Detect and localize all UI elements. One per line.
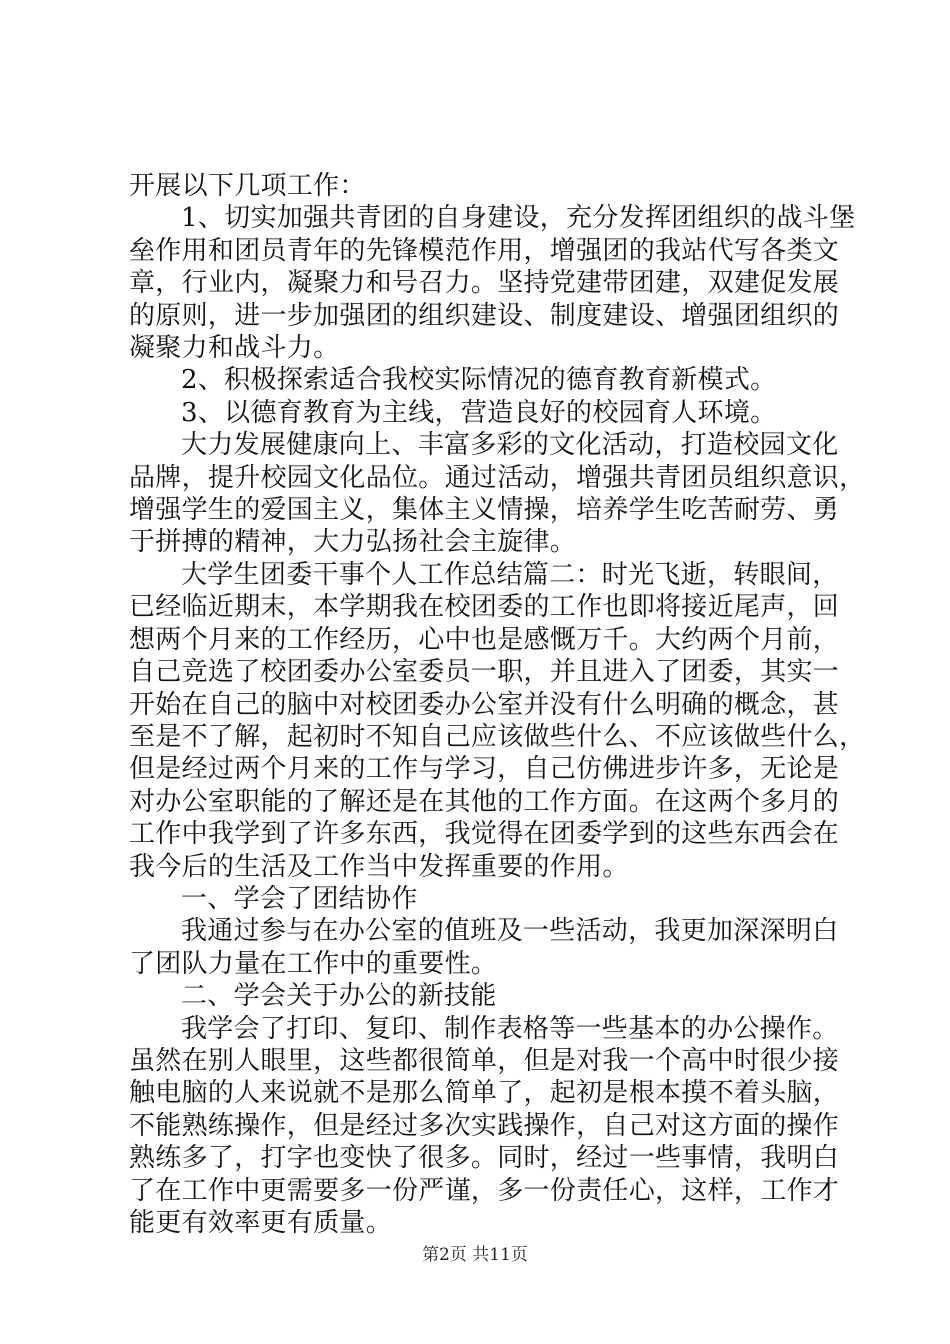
text-line: 至是不了解，起初时不知自己应该做些什么、不应该做些什么， xyxy=(129,721,866,752)
text-line: 一、学会了团结协作 xyxy=(181,883,418,914)
text-line: 开展以下几项工作： xyxy=(129,171,366,201)
text-line: 熟练多了，打字也变快了很多。同时，经过一些事情，我明白 xyxy=(129,1143,840,1174)
text-line: 2、积极探索适合我校实际情况的德育教育新模式。 xyxy=(181,365,777,396)
text-line: 增强学生的爱国主义，集体主义情操，培养学生吃苦耐劳、勇 xyxy=(129,495,840,526)
text-line: 我今后的生活及工作当中发挥重要的作用。 xyxy=(129,851,629,882)
text-line: 1、切实加强共青团的自身建设，充分发挥团组织的战斗堡 xyxy=(181,203,856,234)
text-line: 的原则，进一步加强团的组织建设、制度建设、增强团组织的 xyxy=(129,300,840,331)
text-line: 想两个月来的工作经历，心中也是感慨万千。大约两个月前， xyxy=(129,624,840,655)
text-line: 品牌，提升校园文化品位。通过活动，增强共青团员组织意识， xyxy=(129,462,866,493)
text-line: 但是经过两个月来的工作与学习，自己仿佛进步许多，无论是 xyxy=(129,754,840,785)
text-line: 大学生团委干事个人工作总结篇二：时光飞逝，转眼间， xyxy=(181,559,839,590)
text-line: 自己竞选了校团委办公室委员一职，并且进入了团委，其实一 xyxy=(129,657,840,688)
text-line: 了在工作中更需要多一份严谨，多一份责任心，这样，工作才 xyxy=(129,1175,840,1206)
text-line: 我学会了打印、复印、制作表格等一些基本的办公操作。 xyxy=(181,1013,839,1044)
text-line: 触电脑的人来说就不是那么简单了，起初是根本摸不着头脑， xyxy=(129,1078,840,1109)
text-line: 工作中我学到了许多东西，我觉得在团委学到的这些东西会在 xyxy=(129,819,840,850)
text-line: 虽然在别人眼里，这些都很简单，但是对我一个高中时很少接 xyxy=(129,1045,840,1076)
body-text xyxy=(129,170,866,1239)
text-line: 垒作用和团员青年的先锋模范作用，增强团的我站代写各类文 xyxy=(129,235,840,266)
text-line: 章，行业内，凝聚力和号召力。坚持党建带团建，双建促发展 xyxy=(129,268,840,299)
text-line: 不能熟练操作，但是经过多次实践操作，自己对这方面的操作 xyxy=(129,1110,840,1141)
text-line: 于拼搏的精神，大力弘扬社会主旋律。 xyxy=(129,527,577,558)
text-line: 能更有效率更有质量。 xyxy=(129,1208,393,1238)
text-line: 对办公室职能的了解还是在其他的工作方面。在这两个多月的 xyxy=(129,786,840,817)
page-footer: 第2页 共11页 xyxy=(422,1245,528,1265)
text-line: 凝聚力和战斗力。 xyxy=(129,333,340,364)
text-line: 3、以德育教育为主线，营造良好的校园育人环境。 xyxy=(181,397,777,428)
text-line: 开始在自己的脑中对校团委办公室并没有什么明确的概念，甚 xyxy=(129,689,840,720)
text-line: 已经临近期末，本学期我在校团委的工作也即将接近尾声，回 xyxy=(129,592,840,623)
text-line: 二、学会关于办公的新技能 xyxy=(181,981,497,1012)
text-line: 大力发展健康向上、丰富多彩的文化活动，打造校园文化 xyxy=(181,430,839,461)
text-line: 了团队力量在工作中的重要性。 xyxy=(129,948,498,979)
text-line: 我通过参与在办公室的值班及一些活动，我更加深深明白 xyxy=(181,916,839,947)
